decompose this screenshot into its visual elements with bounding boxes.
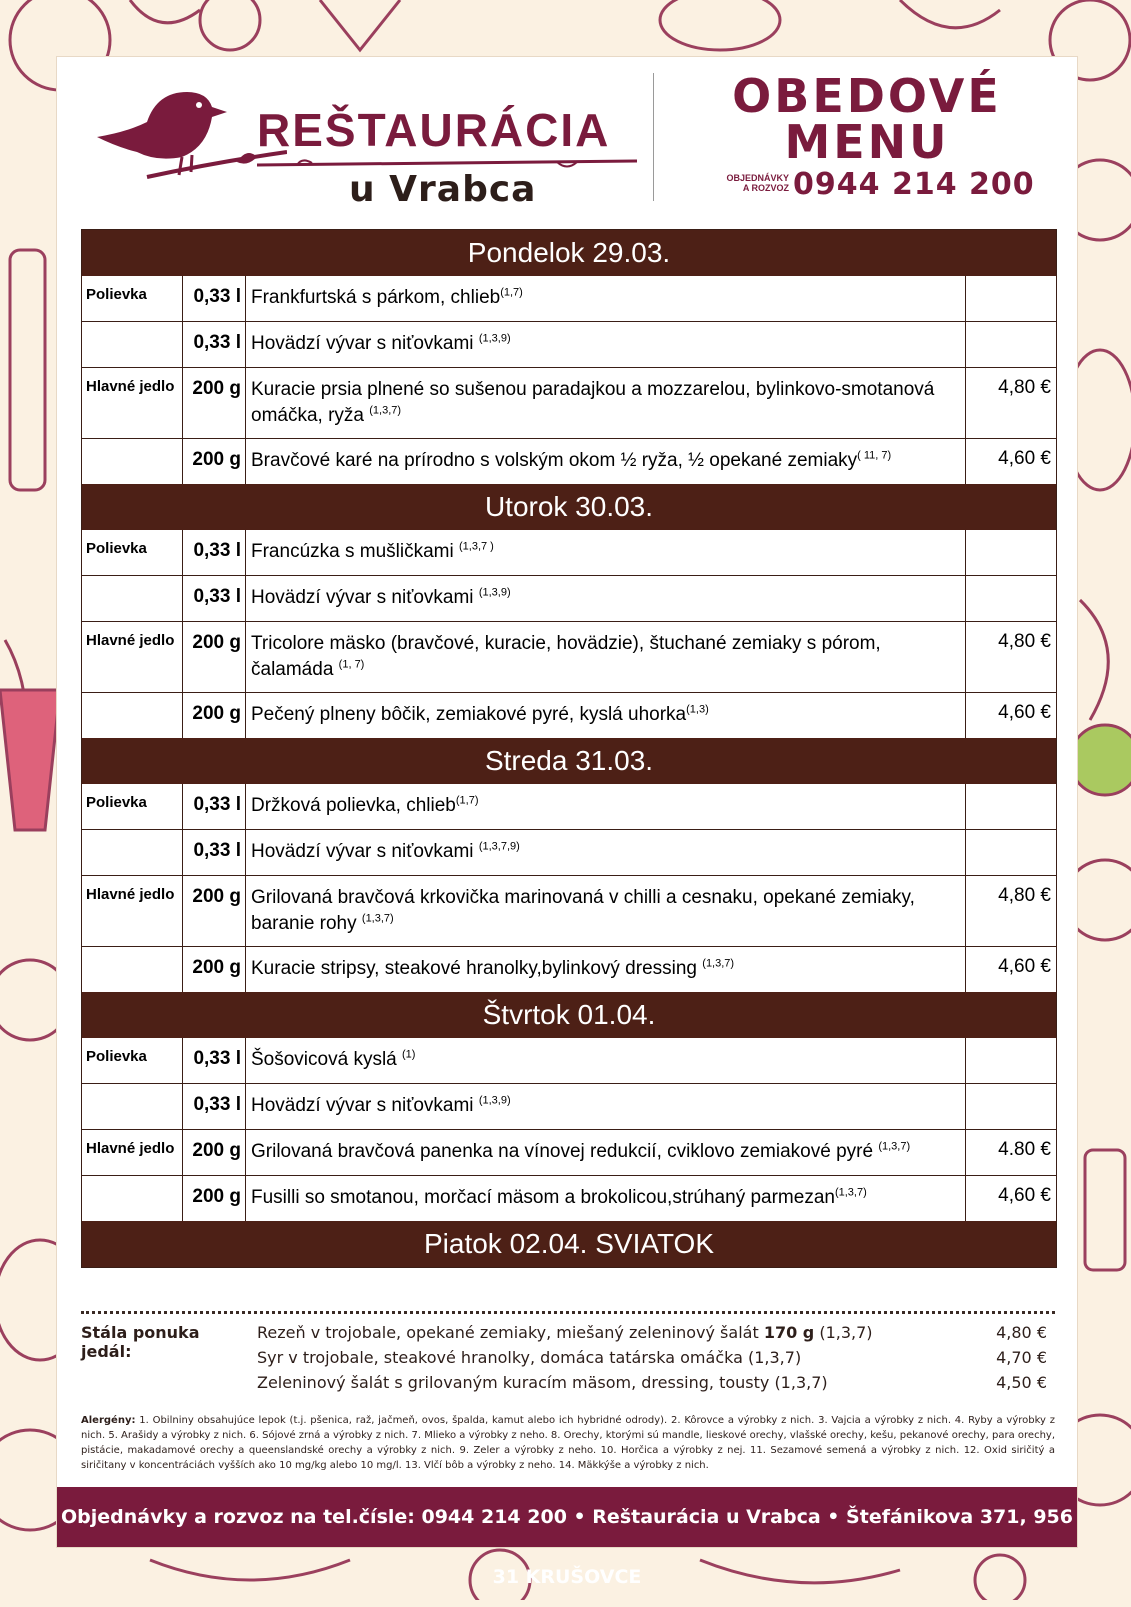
- price: 4,60 €: [998, 702, 1051, 723]
- menu-row: [82, 829, 1056, 875]
- brand-subtitle: u Vrabca: [349, 169, 537, 210]
- dish-name: [246, 947, 966, 992]
- allergen-codes: ( 11, 7): [857, 449, 892, 462]
- category-label: Polievka: [82, 530, 183, 575]
- quantity: 0,33 l: [183, 276, 246, 321]
- brand-name: REŠTAURÁCIA: [257, 104, 611, 156]
- quantity: 200 g: [183, 947, 246, 992]
- weekly-menu-table: [81, 229, 1057, 1268]
- quantity: 0,33 l: [183, 784, 246, 829]
- offer-text-a: Rezeň v trojobale, opekané zemiaky, miešaný zeleninový šalát: [257, 1323, 764, 1342]
- category-label: [82, 830, 183, 875]
- day-header-monday: Pondelok 29.03.: [82, 230, 1056, 276]
- category-label: Hlavné jedlo: [82, 1130, 183, 1175]
- dish-name: [246, 1130, 966, 1175]
- offer-text-c: (1,3,7): [814, 1323, 873, 1342]
- allergen-codes: (1,3,7,9): [478, 840, 520, 853]
- menu-row: [82, 946, 1056, 992]
- allergens-text: 1. Obilniny obsahujúce lepok (t.j. pšenica, raž, jačmeň, ovos, špalda, kamut alebo ich hybridné odrody). 2. Kôrovce a výrobky z nich. 3. Vajcia a výrobky z nich. 4. Ryby a výrobky z nich. 5. Arašidy a výrobky z nich. 6. Sójové zrná a výrobky z nich. 7. Mlieko a výrobky z neho. 8. Orechy, ktorými sú mandle, lieskové orechy, vlašské orechy, kešu, pekanové orechy, para orechy, pistácie, makadamové orechy a queenslandské orechy a výrobky z nich. 9. Zeler a výrobky z neho. 10. Horčica a výrobky z nej. 11. Sezamové semená a výrobky z nich. 12. Oxid siričitý a siričitany v koncentráciách vyšších ako 10 mg/kg alebo 10 mg/l. 13. Vlčí bôb a výrobky z neho. 14. Mäkkýše a výrobky z nich.: [81, 1415, 1055, 1471]
- allergen-codes: (1,7): [455, 794, 479, 807]
- menu-row: [82, 1175, 1056, 1221]
- menu-row: [82, 321, 1056, 367]
- menu-title: [677, 69, 1057, 169]
- allergen-codes: (1,3,7): [369, 404, 402, 417]
- dish-name: [246, 693, 966, 738]
- dish-text: Grilovaná bravčová panenka na vínovej redukcií, cviklovo zemiakové pyré: [251, 1141, 879, 1162]
- day-header-friday: Piatok 02.04. SVIATOK: [82, 1221, 1056, 1267]
- dish-text: Kuracie prsia plnené so sušenou paradajkou a mozzarelou, bylinkovo-smotanová omáčka, ryža: [251, 379, 935, 426]
- allergen-codes: (1,3,7): [834, 1186, 867, 1199]
- price: 4,80 €: [998, 377, 1051, 398]
- offer-text: Zeleninový šalát s grilovaným kuracím mäsom, dressing, tousty (1,3,7): [257, 1373, 828, 1392]
- dish-name: [246, 439, 966, 484]
- dish-text: Držková polievka, chlieb: [251, 795, 456, 816]
- dish-name: [246, 1084, 966, 1129]
- dish-name: [246, 1176, 966, 1221]
- dish-name: [246, 276, 966, 321]
- menu-title-line-1: OBEDOVÉ: [732, 69, 1002, 123]
- menu-row: [82, 276, 1056, 321]
- allergen-codes: (1,3): [686, 703, 709, 716]
- price: [966, 1084, 1056, 1129]
- menu-row: [82, 575, 1056, 621]
- allergens-note: [81, 1413, 1055, 1473]
- category-label: [82, 1176, 183, 1221]
- order-label-line-2: A ROZVOZ: [742, 183, 789, 193]
- dish-text: Grilovaná bravčová krkovička marinovaná v chilli a cesnaku, opekané zemiaky, baranie rohy: [251, 887, 915, 934]
- quantity: 0,33 l: [183, 1084, 246, 1129]
- quantity: 0,33 l: [183, 830, 246, 875]
- allergen-codes: (1): [402, 1048, 416, 1061]
- menu-title-line-2: MENU: [784, 115, 950, 169]
- menu-row: [82, 1083, 1056, 1129]
- dish-name: [246, 530, 966, 575]
- quantity: 0,33 l: [183, 322, 246, 367]
- quantity: 200 g: [183, 622, 246, 692]
- menu-card: [56, 56, 1078, 1588]
- price: 4,60 €: [998, 1185, 1051, 1206]
- allergen-codes: (1,7): [500, 286, 523, 299]
- price: [966, 276, 1056, 321]
- menu-row: [82, 438, 1056, 484]
- price: [966, 530, 1056, 575]
- category-label: [82, 1084, 183, 1129]
- category-label: Polievka: [82, 784, 183, 829]
- dish-text: Hovädzí vývar s niťovkami: [251, 1095, 479, 1116]
- allergen-codes: (1,3,7): [361, 912, 394, 925]
- dish-name: [246, 876, 966, 946]
- quantity: 0,33 l: [183, 1038, 246, 1083]
- dish-name: [246, 322, 966, 367]
- price: 4,80 €: [998, 885, 1051, 906]
- quantity: 200 g: [183, 1176, 246, 1221]
- permanent-offer-label: Stála ponuka jedál:: [81, 1323, 200, 1361]
- quantity: 200 g: [183, 368, 246, 438]
- order-label-line-1: OBJEDNÁVKY: [726, 173, 789, 183]
- price: [966, 830, 1056, 875]
- dish-text: Šošovicová kyslá: [251, 1049, 403, 1070]
- price: [966, 322, 1056, 367]
- allergen-codes: (1,3,7): [878, 1140, 911, 1153]
- dish-text: Kuracie stripsy, steakové hranolky,bylinkový dressing: [251, 958, 703, 979]
- offer-price: 4,70 €: [996, 1348, 1047, 1367]
- menu-row: [82, 784, 1056, 829]
- allergen-codes: (1,3,9): [478, 332, 511, 345]
- menu-row: [82, 1129, 1056, 1175]
- price: [966, 1038, 1056, 1083]
- price: 4,80 €: [998, 631, 1051, 652]
- dotted-separator: [81, 1311, 1055, 1314]
- menu-row: [82, 1038, 1056, 1083]
- category-label: Polievka: [82, 1038, 183, 1083]
- dish-text: Hovädzí vývar s niťovkami: [251, 333, 479, 354]
- allergen-codes: (1,3,9): [478, 1094, 511, 1107]
- price: 4,60 €: [998, 956, 1051, 977]
- menu-row: [82, 875, 1056, 946]
- day-header-thursday: Štvrtok 01.04.: [82, 992, 1056, 1038]
- allergens-label: Alergény:: [81, 1415, 136, 1426]
- dish-text: Fusilli so smotanou, morčací mäsom a brokolicou,strúhaný parmezan: [251, 1187, 835, 1208]
- dish-name: [246, 576, 966, 621]
- offer-price: 4,80 €: [996, 1323, 1047, 1342]
- dish-text: Pečený plneny bôčik, zemiakové pyré, kyslá uhorka: [251, 704, 687, 725]
- dish-name: [246, 368, 966, 438]
- category-label: Hlavné jedlo: [82, 368, 183, 438]
- price: [966, 576, 1056, 621]
- day-header-wednesday: Streda 31.03.: [82, 738, 1056, 784]
- permanent-offer-item: [257, 1373, 1047, 1397]
- quantity: 200 g: [183, 1130, 246, 1175]
- quantity: 0,33 l: [183, 530, 246, 575]
- menu-row: [82, 692, 1056, 738]
- category-label: [82, 693, 183, 738]
- category-label: Hlavné jedlo: [82, 622, 183, 692]
- day-header-tuesday: Utorok 30.03.: [82, 484, 1056, 530]
- price: [966, 784, 1056, 829]
- dish-text: Hovädzí vývar s niťovkami: [251, 841, 479, 862]
- offer-text: Syr v trojobale, steakové hranolky, domáca tatárska omáčka (1,3,7): [257, 1348, 802, 1367]
- category-label: Hlavné jedlo: [82, 876, 183, 946]
- dish-text: Tricolore mäsko (bravčové, kuracie, hovädzie), štuchané zemiaky s pórom, čalamáda: [251, 633, 881, 680]
- category-label: [82, 576, 183, 621]
- footer-contact-bar: Objednávky a rozvoz na tel.čísle: 0944 214 200 • Reštaurácia u Vrabca • Štefánikova 371, 956 31 KRUŠOVCE: [57, 1487, 1077, 1547]
- menu-row: [82, 367, 1056, 438]
- category-label: [82, 439, 183, 484]
- quantity: 0,33 l: [183, 576, 246, 621]
- quantity: 200 g: [183, 693, 246, 738]
- offer-text: [257, 1323, 873, 1342]
- dish-text: Bravčové karé na prírodno s volským okom ½ ryža, ½ opekané zemiaky: [251, 450, 858, 471]
- allergen-codes: (1,3,7): [702, 957, 735, 970]
- menu-row: [82, 621, 1056, 692]
- dish-name: [246, 830, 966, 875]
- dish-text: Frankfurtská s párkom, chlieb: [251, 287, 501, 308]
- restaurant-logo: [87, 77, 667, 217]
- price: 4.80 €: [998, 1139, 1051, 1160]
- allergen-codes: (1,3,9): [478, 586, 511, 599]
- menu-row: [82, 530, 1056, 575]
- permanent-offer-item: [257, 1348, 1047, 1372]
- price: 4,60 €: [998, 448, 1051, 469]
- quantity: 200 g: [183, 876, 246, 946]
- dish-name: [246, 784, 966, 829]
- offer-weight: 170 g: [763, 1323, 815, 1342]
- allergen-codes: (1,3,7 ): [459, 540, 494, 553]
- allergen-codes: (1, 7): [338, 658, 365, 671]
- dish-name: [246, 1038, 966, 1083]
- order-phone[interactable]: 0944 214 200: [793, 167, 1035, 202]
- category-label: Polievka: [82, 276, 183, 321]
- quantity: 200 g: [183, 439, 246, 484]
- category-label: [82, 947, 183, 992]
- dish-text: Francúzka s mušličkami: [251, 541, 459, 562]
- dish-name: [246, 622, 966, 692]
- category-label: [82, 322, 183, 367]
- permanent-offer-item: [257, 1323, 1047, 1347]
- offer-price: 4,50 €: [996, 1373, 1047, 1392]
- order-label: [707, 173, 789, 193]
- header-divider: [653, 73, 654, 201]
- dish-text: Hovädzí vývar s niťovkami: [251, 587, 479, 608]
